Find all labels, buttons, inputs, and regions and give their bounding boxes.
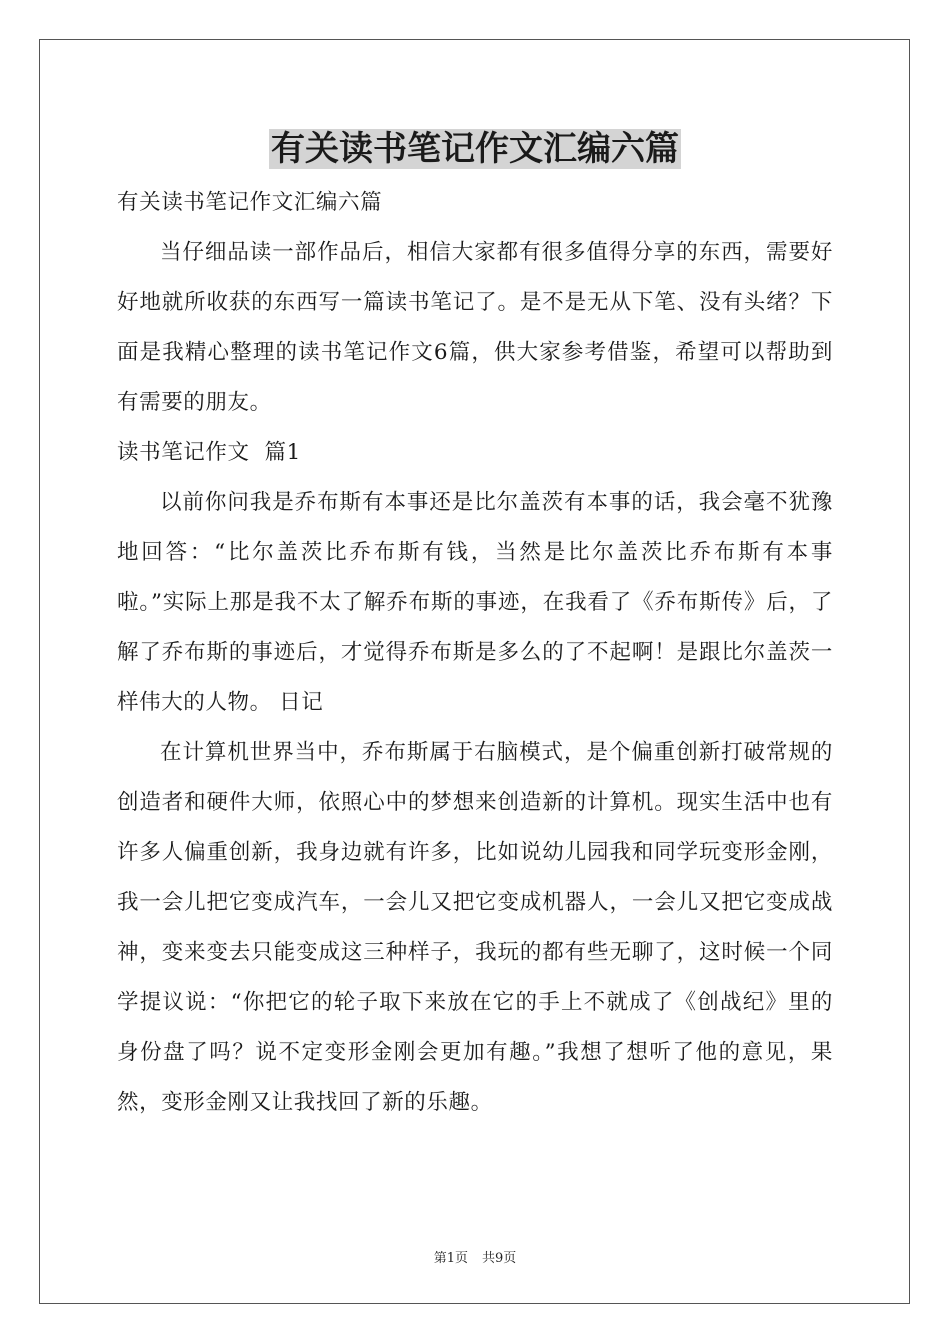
section-heading: 读书笔记作文 篇1	[117, 440, 301, 465]
document-title-text: 有关读书笔记作文汇编六篇	[271, 129, 679, 169]
document-body	[117, 178, 833, 1128]
document-title	[0, 124, 950, 174]
page-number: 第1页	[433, 1251, 468, 1266]
document-subtitle: 有关读书笔记作文汇编六篇	[117, 190, 383, 215]
body-paragraph-1: 以前你问我是乔布斯有本事还是比尔盖茨有本事的话，我会毫不犹豫地回答：“比尔盖茨比乔布斯有钱，当然是比尔盖茨比乔布斯有本事啦。”实际上那是我不太了解乔布斯的事迹，在我看了《乔布斯传》后，了解了乔布斯的事迹后，才觉得乔布斯是多么的了不起啊！是跟比尔盖茨一样伟大的人物。 日记	[117, 490, 833, 715]
body-paragraph-2: 在计算机世界当中，乔布斯属于右脑模式，是个偏重创新打破常规的创造者和硬件大师，依照心中的梦想来创造新的计算机。现实生活中也有许多人偏重创新，我身边就有许多，比如说幼儿园我和同学玩变形金刚，我一会儿把它变成汽车，一会儿又把它变成机器人，一会儿又把它变成战神，变来变去只能变成这三种样子，我玩的都有些无聊了，这时候一个同学提议说：“你把它的轮子取下来放在它的手上不就成了《创战纪》里的身份盘了吗？说不定变形金刚会更加有趣。”我想了想听了他的意见，果然，变形金刚又让我找回了新的乐趣。	[117, 740, 833, 1115]
page-footer	[0, 1247, 950, 1266]
page-total: 共9页	[482, 1251, 517, 1266]
intro-paragraph: 当仔细品读一部作品后，相信大家都有很多值得分享的东西，需要好好地就所收获的东西写一篇读书笔记了。是不是无从下笔、没有头绪？下面是我精心整理的读书笔记作文6篇，供大家参考借鉴，希望可以帮助到有需要的朋友。	[117, 240, 833, 415]
